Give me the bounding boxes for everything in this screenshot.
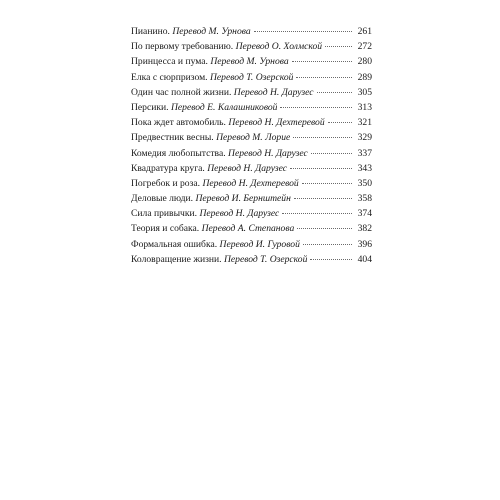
story-title: Принцесса и пума.	[131, 56, 208, 68]
translator-credit: Перевод А. Степанова	[201, 223, 295, 235]
translator-credit: Перевод Т. Озерской	[223, 253, 308, 265]
dot-leader	[297, 228, 352, 229]
translator-credit: Перевод И. Гуровой	[219, 238, 300, 250]
story-title: Погребок и роза.	[131, 177, 201, 189]
toc-entry	[131, 130, 372, 145]
toc-entry	[131, 221, 372, 236]
dot-leader	[317, 92, 352, 93]
story-title: Сила привычки.	[131, 208, 198, 220]
story-title: Деловые люди.	[131, 193, 194, 205]
dot-leader	[302, 183, 352, 184]
page-number: 280	[357, 56, 372, 68]
toc-entry-text	[131, 146, 308, 161]
toc-entry	[131, 252, 372, 267]
page-number: 396	[357, 238, 372, 250]
story-title: Пианино.	[131, 26, 170, 37]
dot-leader	[293, 137, 352, 138]
toc-entry-text	[131, 70, 293, 85]
translator-credit: Перевод Н. Дехтеревой	[228, 117, 325, 129]
toc-entry	[131, 206, 372, 221]
dot-leader	[294, 198, 352, 199]
toc-entry-text	[131, 221, 294, 236]
dot-leader	[282, 213, 352, 214]
toc-entry-text	[131, 54, 289, 69]
story-title: Теория и собака.	[131, 223, 200, 235]
toc-entry	[131, 100, 372, 115]
page-number: 289	[357, 71, 372, 83]
translator-credit: Перевод Н. Дарузес	[233, 86, 314, 98]
toc-entry	[131, 161, 372, 176]
page-number: 343	[357, 162, 372, 174]
page-number: 305	[357, 86, 372, 98]
page-number: 404	[357, 253, 372, 265]
story-title: Елка с сюрпризом.	[131, 71, 208, 83]
page-number: 374	[357, 208, 372, 220]
translator-credit: Перевод М. Урнова	[172, 26, 251, 37]
translator-credit: Перевод И. Бернштейн	[195, 193, 291, 205]
toc-entry-text	[131, 85, 314, 100]
toc-entry-text	[131, 115, 325, 130]
toc-entry-text	[131, 161, 287, 176]
dot-leader	[280, 107, 352, 108]
table-of-contents	[131, 24, 372, 267]
translator-credit: Перевод Н. Дарузес	[199, 208, 280, 220]
dot-leader	[290, 168, 352, 169]
translator-credit: Перевод М. Лорие	[216, 132, 291, 144]
page-number: 350	[357, 177, 372, 189]
toc-entry-text	[131, 176, 299, 191]
story-title: Предвестник весны.	[131, 132, 214, 144]
dot-leader	[311, 153, 352, 154]
toc-entry-text	[131, 100, 277, 115]
toc-entry-text	[131, 39, 322, 54]
story-title: Коловращение жизни.	[131, 253, 222, 265]
dot-leader	[303, 244, 352, 245]
toc-entry	[131, 70, 372, 85]
translator-credit: Перевод О. Холмской	[235, 41, 323, 53]
page-number: 337	[357, 147, 372, 159]
page-number: 382	[357, 223, 372, 235]
toc-entry	[131, 85, 372, 100]
page-number: 321	[357, 117, 372, 129]
story-title: Комедия любопытства.	[131, 147, 226, 159]
story-title: Персики.	[131, 101, 169, 113]
toc-entry	[131, 54, 372, 69]
story-title: Один час полной жизни.	[131, 86, 232, 98]
toc-entry	[131, 39, 372, 54]
translator-credit: Перевод Н. Дехтеревой	[202, 177, 299, 189]
page-number: 272	[357, 41, 372, 53]
translator-credit: Перевод Н. Дарузес	[228, 147, 308, 159]
toc-entry	[131, 176, 372, 191]
toc-entry-text	[131, 24, 251, 39]
dot-leader	[292, 61, 352, 62]
translator-credit: Перевод Е. Калашниковой	[170, 101, 278, 113]
toc-entry-text	[131, 130, 290, 145]
dot-leader	[325, 46, 352, 47]
dot-leader	[254, 31, 352, 32]
story-title: Формальная ошибка.	[131, 238, 218, 250]
translator-credit: Перевод Т. Озерской	[210, 71, 294, 83]
page-number: 358	[357, 193, 372, 205]
toc-entry-text	[131, 237, 300, 252]
dot-leader	[296, 77, 352, 78]
dot-leader	[328, 122, 352, 123]
dot-leader	[310, 259, 352, 260]
toc-entry	[131, 24, 372, 39]
page-number: 313	[357, 101, 372, 113]
toc-entry-text	[131, 252, 307, 267]
toc-entry-text	[131, 191, 291, 206]
story-title: Квадратура круга.	[131, 162, 205, 174]
toc-entry-text	[131, 206, 279, 221]
toc-entry	[131, 191, 372, 206]
toc-entry	[131, 237, 372, 252]
translator-credit: Перевод Н. Дарузес	[207, 162, 287, 174]
toc-entry	[131, 146, 372, 161]
page-number: 261	[357, 26, 372, 37]
toc-entry	[131, 115, 372, 130]
translator-credit: Перевод М. Урнова	[210, 56, 289, 68]
page-number: 329	[357, 132, 372, 144]
story-title: Пока ждет автомобиль.	[131, 117, 226, 129]
story-title: По первому требованию.	[131, 41, 234, 53]
